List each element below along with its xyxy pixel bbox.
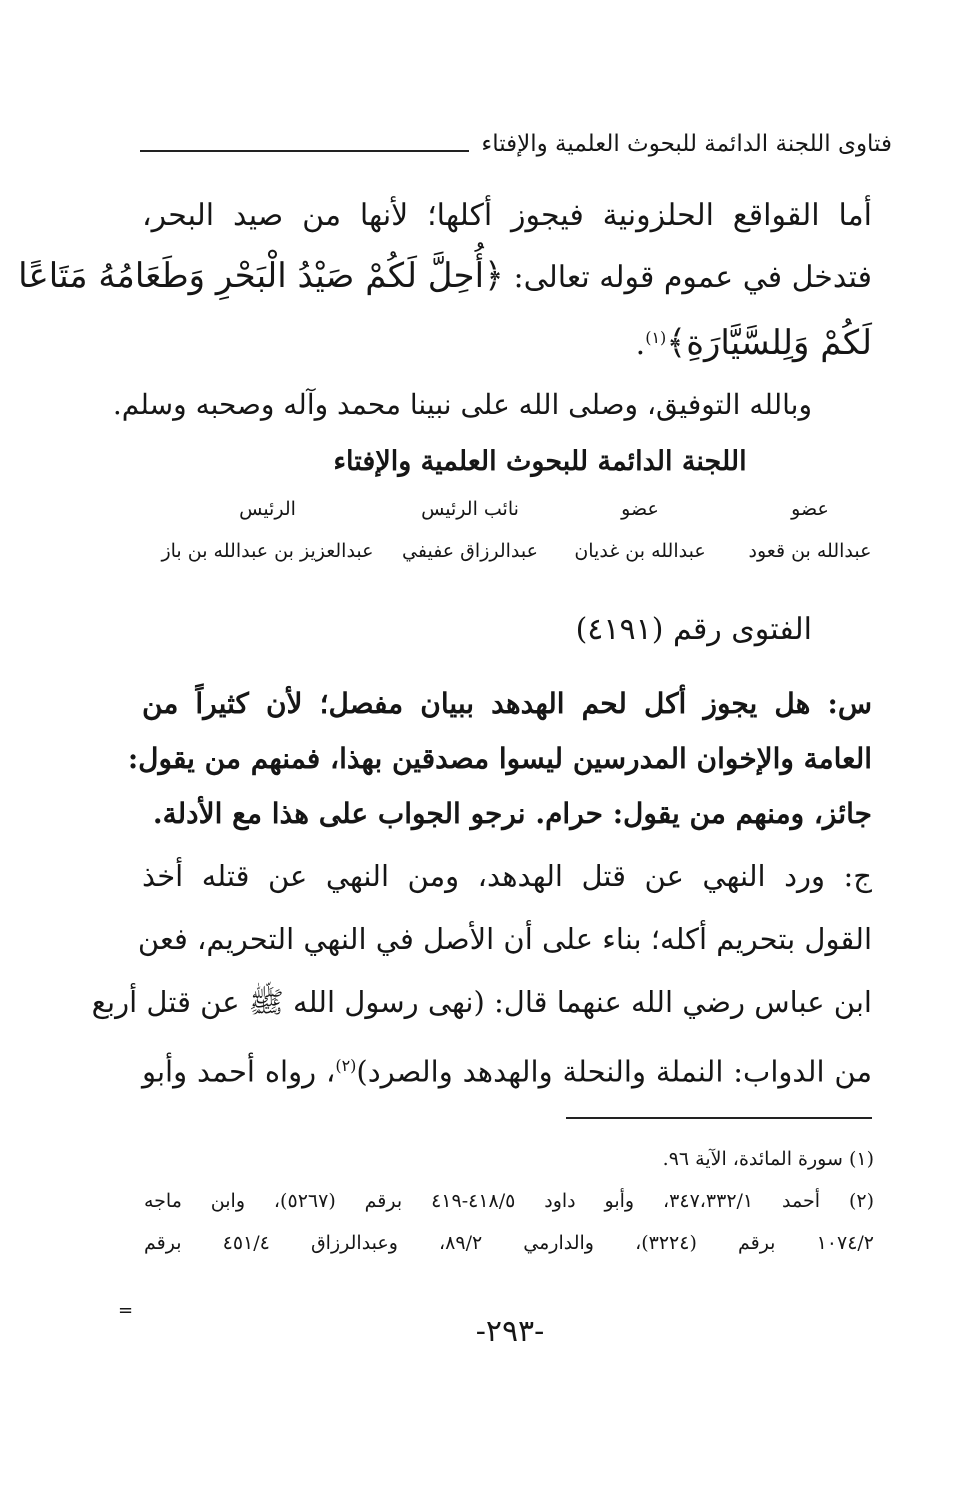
answer-line-3: ابن عباس رضي الله عنهما قال: (نهى رسول الله ﷺ عن قتل أربع [91, 985, 872, 1019]
header-rule [140, 150, 469, 152]
committee-title: اللجنة الدائمة للبحوث العلمية والإفتاء [333, 446, 747, 477]
footnote-1: (١) سورة المائدة، الآية ٩٦. [662, 1148, 874, 1170]
signature-member-2 [565, 495, 715, 565]
closing-formula: وبالله التوفيق، وصلى الله على نبينا محمد وآله وصحبه وسلم. [112, 388, 812, 421]
quran-open-bracket: ﴿ [484, 256, 504, 296]
page-number: -٢٩٣- [475, 1314, 545, 1349]
intro-line-1: أما القواقع الحلزونية فيجوز أكلها؛ لأنها من صيد البحر، [142, 198, 872, 233]
footnote-separator [566, 1117, 872, 1119]
running-header [140, 128, 892, 160]
quran-verse-part2 [666, 323, 872, 363]
question-paragraph [127, 676, 872, 841]
signature-name: عبدالله بن قعود [748, 540, 872, 562]
signature-name: عبدالرزاق عفيفي [402, 540, 538, 562]
signature-name: عبدالعزيز بن عبدالله بن باز [161, 540, 374, 562]
fatwa-number: الفتوى رقم (٤١٩١) [575, 612, 812, 647]
intro-paragraph [18, 186, 872, 375]
signature-member-4 [160, 495, 375, 565]
quran-verse-text-2: لَكُمْ وَلِلسَّيَّارَةِ [686, 323, 872, 363]
signature-role: نائب الرئيس [421, 498, 519, 520]
answer-line-4-text-a: من الدواب: النملة والنحلة والهدهد والصرد) [356, 1054, 872, 1089]
intro-end-mark: . [635, 327, 646, 362]
intro-line-3 [142, 308, 872, 375]
signature-role: عضو [621, 498, 659, 520]
signature-member-3 [390, 495, 550, 565]
footnote-ref-1: (١) [645, 328, 667, 347]
signatures-block [160, 495, 880, 585]
signature-member-1 [740, 495, 880, 565]
answer-paragraph [91, 845, 872, 1104]
question-line-1: س: هل يجوز أكل لحم الهدهد ببيان مفصل؛ لأن كثيراً من [142, 687, 872, 720]
signature-role: الرئيس [239, 498, 296, 520]
footnote-2: (٢) أحمد ٣٤٧،٣٣٢/١، وأبو داود ٤١٨/٥-٤١٩ برقم (٥٢٦٧)، وابن ماجه [144, 1190, 875, 1212]
answer-line-2: القول بتحريم أكله؛ بناء على أن الأصل في النهي التحريم، فعن [137, 922, 872, 956]
quran-verse-part1 [18, 256, 504, 296]
question-line-3: جائز، ومنهم من يقول: حرام. نرجو الجواب على هذا مع الأدلة. [152, 797, 872, 830]
answer-line-4 [142, 1034, 872, 1104]
answer-line-1: ج: ورد النهي عن قتل الهدهد، ومن النهي عن قتله أخذ [142, 859, 872, 893]
intro-line-2 [18, 246, 872, 308]
signature-name: عبدالله بن غديان [574, 540, 706, 562]
footnotes [144, 1138, 874, 1264]
signature-role: عضو [791, 498, 829, 520]
footnote-ref-2: (٢) [335, 1056, 357, 1075]
intro-line-2-text: فتدخل في عموم قوله تعالى: [513, 260, 872, 295]
quran-verse-text-1: أُحِلَّ لَكُمْ صَيْدُ الْبَحْرِ وَطَعَامُهُ مَتَاعًا [18, 256, 485, 296]
continuation-mark: = [118, 1300, 134, 1321]
question-line-2: العامة والإخوان المدرسين ليسوا مصدقين بهذا، فمنهم من يقول: [127, 742, 872, 775]
footnote-2-continued: ١٠٧٤/٢ برقم (٣٢٢٤)، والدارمي ٨٩/٢، وعبدالرزاق ٤٥١/٤ برقم [144, 1232, 875, 1254]
answer-line-4-text-b: ، رواه أحمد وأبو [142, 1054, 336, 1089]
quran-close-bracket: ﴾ [666, 323, 687, 363]
header-title: فتاوى اللجنة الدائمة للبحوث العلمية والإفتاء [481, 131, 892, 157]
